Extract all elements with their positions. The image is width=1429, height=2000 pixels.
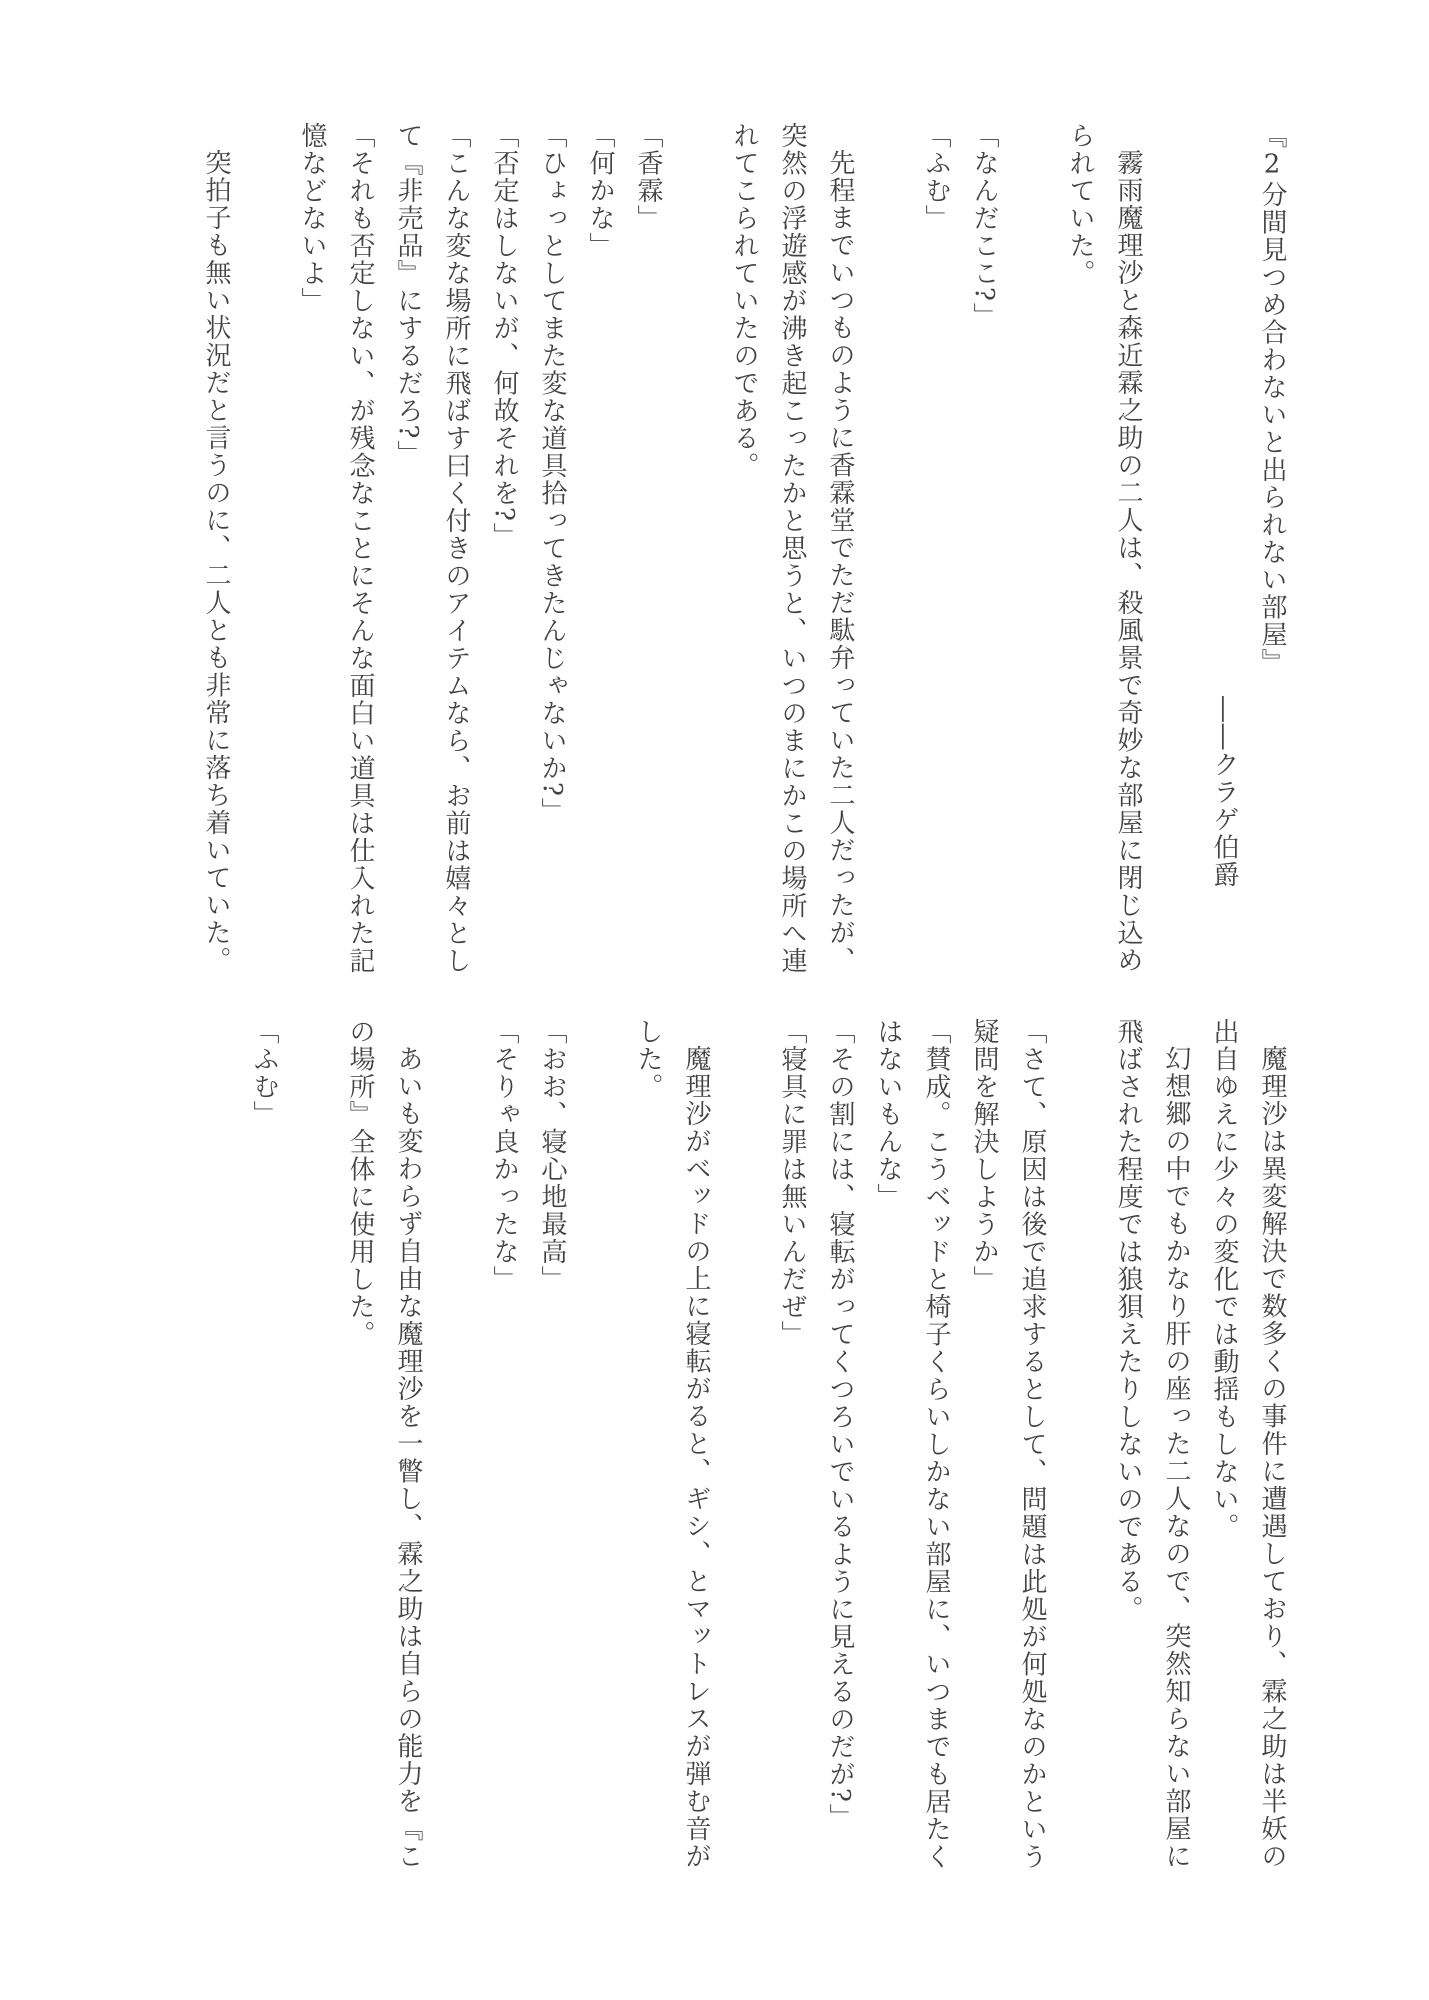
story-title: 『2分間見つめ合わないと出られない部屋』 [1257, 122, 1287, 676]
text-column: あいも変わらず自由な魔理沙を一瞥し、霖之助は自らの能力を『こ [393, 1045, 423, 1870]
text-column: 「何かな」 [585, 122, 615, 260]
text-column: 「それも否定しない、が残念なことにそんな面白い道具は仕入れた記 [345, 122, 375, 975]
text-column: 憶などないよ」 [297, 122, 327, 315]
text-band-bottom [240, 1018, 1296, 1872]
text-column: 魔理沙は異変解決で数多くの事件に遭遇しており、霖之助は半妖の [1257, 1045, 1287, 1870]
text-column: れてこられていたのである。 [729, 122, 759, 480]
upright-digit: 2 [1257, 149, 1287, 181]
text-column: 霧雨魔理沙と森近霖之助の二人は、殺風景で奇妙な部屋に閉じ込め [1113, 149, 1143, 974]
text-column: 突然の浮遊感が沸き起こったかと思うと、いつのまにかこの場所へ連 [777, 122, 807, 975]
text-column: 「そりゃ良かったな」 [489, 1018, 519, 1293]
text-column: 突拍子も無い状況だと言うのに、二人とも非常に落ち着いていた。 [201, 149, 231, 974]
text-column: はないもんな」 [873, 1018, 903, 1211]
text-column: 「その割には、寝転がってくつろいでいるように見えるのだが?」 [825, 1018, 855, 1831]
text-column: 幻想郷の中でもかなり肝の座った二人なので、突然知らない部屋に [1161, 1045, 1191, 1870]
text-column: 「香霖」 [633, 122, 663, 232]
text-column: 疑問を解決しようか」 [969, 1018, 999, 1293]
text-column: 「なんだここ?」 [969, 122, 999, 330]
text-column: 魔理沙がベッドの上に寝転がると、ギシ、とマットレスが弾む音が [681, 1045, 711, 1870]
text-column: 「寝具に罪は無いんだぜ」 [777, 1018, 807, 1348]
text-column: 「おお、寝心地最高」 [537, 1018, 567, 1293]
text-column: 先程までいつものように香霖堂でただ駄弁っていた二人だったが、 [825, 149, 855, 974]
text-column: 「否定はしないが、何故それを?」 [489, 122, 519, 550]
text-column: 「賛成。こうベッドと椅子くらいしかない部屋に、いつまでも居たく [921, 1018, 951, 1871]
text-column: した。 [633, 1018, 663, 1101]
text-column: られていた。 [1065, 122, 1095, 287]
text-column: 「さて、原因は後で追求するとして、問題は此処が何処なのかという [1017, 1018, 1047, 1871]
text-column: 「ひょっとしてまた変な道具拾ってきたんじゃないか?」 [537, 122, 567, 825]
text-band-top [192, 122, 1296, 976]
text-column: 「ふむ」 [921, 122, 951, 232]
attribution: ――クラゲ伯爵 [1209, 696, 1239, 889]
text-column: 飛ばされた程度では狼狽えたりしないのである。 [1113, 1018, 1143, 1623]
text-column: 「ふむ」 [249, 1018, 279, 1128]
text-column: 「こんな変な場所に飛ばす曰く付きのアイテムなら、お前は嬉々とし [441, 122, 471, 975]
text-column: て『非売品』にするだろ?」 [393, 122, 423, 468]
text-column: 出自ゆえに少々の変化では動揺もしない。 [1209, 1018, 1239, 1541]
text-column: の場所』全体に使用した。 [345, 1018, 375, 1348]
